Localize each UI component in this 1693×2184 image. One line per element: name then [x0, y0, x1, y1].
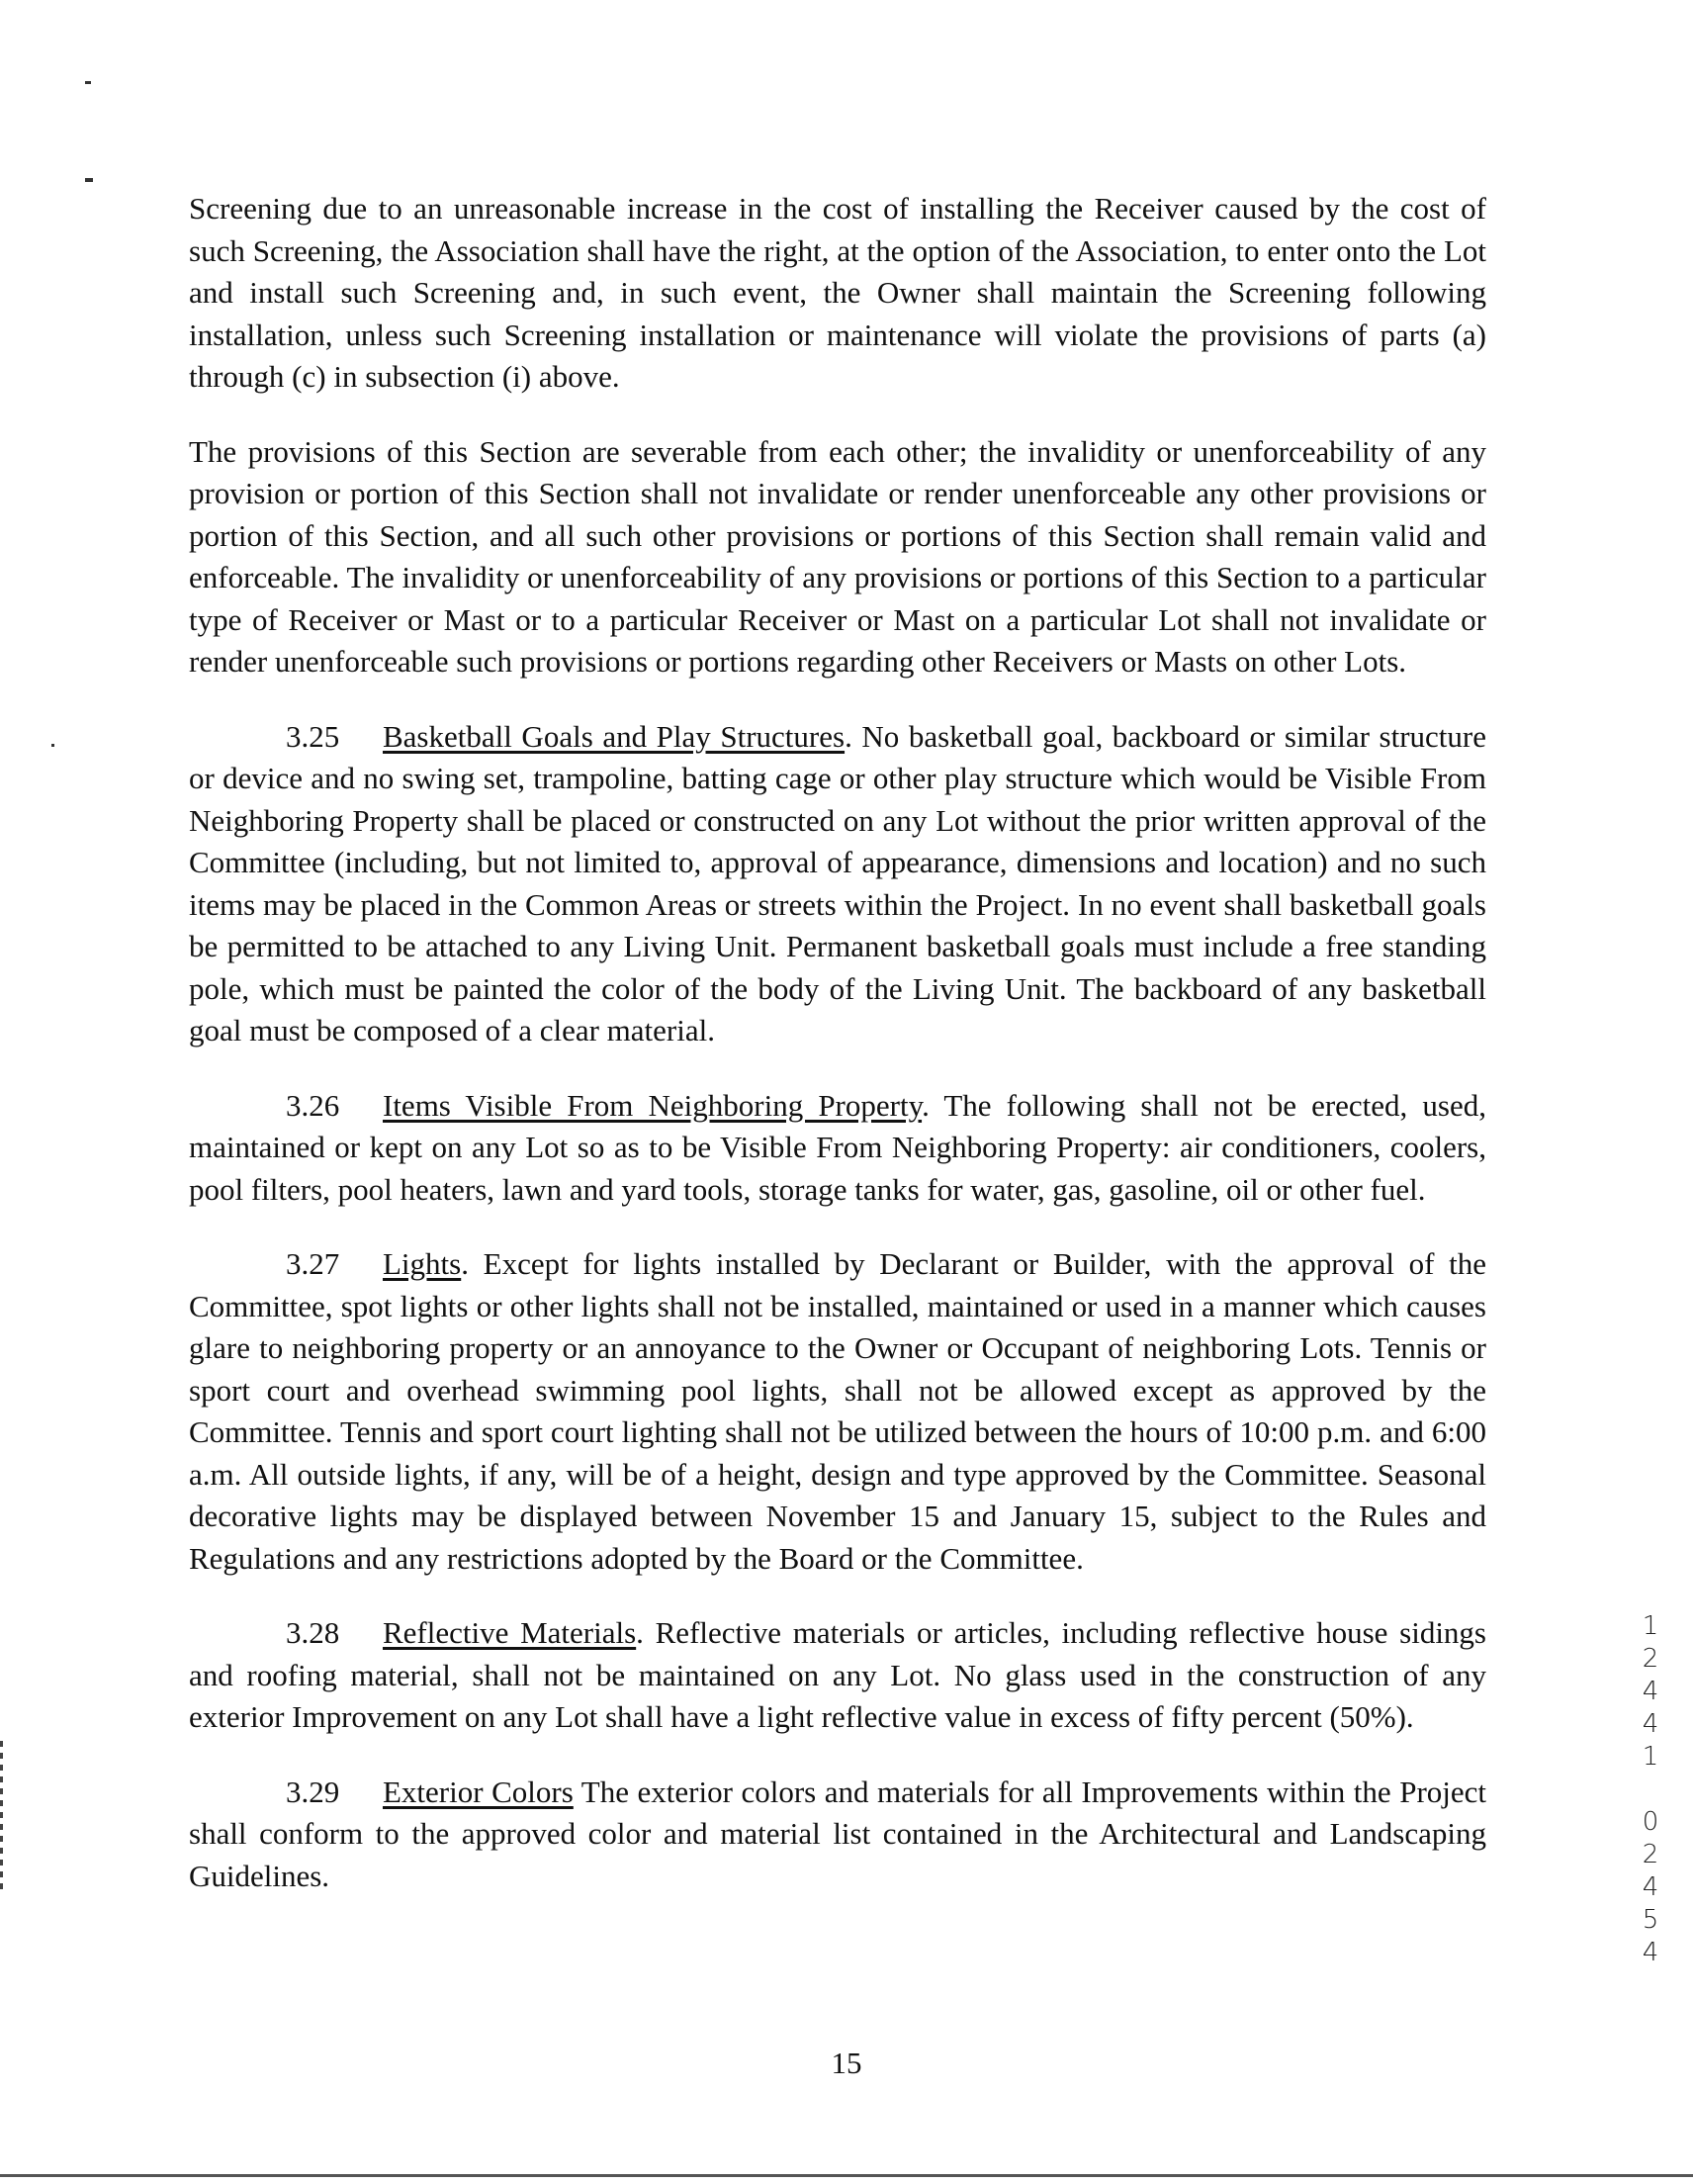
scan-mark-top [85, 81, 91, 84]
scan-mark-middle [51, 744, 54, 747]
section-body: . Except for lights installed by Declarant or Builder, with the approval of the Committee, spot lights or other lights shall not be installed, maintained or used in a manner which causes glare to neighboring property or an annoyance to the Owner or Occupant of neighboring Lots. Tennis or sport court and overhead swimming pool lights, shall not be allowed except as approved by the Committee. Tennis and sport court lighting shall not be utilized between the hours of 10:00 p.m. and 6:00 a.m. All outside lights, if any, will be of a height, design and type approved by the Committee. Seasonal decorative lights may be displayed between November 15 and January 15, subject to the Rules and Regulations and any restrictions adopted by the Board or the Committee. [189, 1246, 1486, 1576]
paragraph-screening: Screening due to an unreasonable increase in the cost of installing the Receiver caused by the cost of such Screening, the Association shall have the right, at the option of the Association, to enter onto the Lot and install such Screening and, in such event, the Owner shall maintain the Screening following installation, unless such Screening installation or maintenance will violate the provisions of parts (a) through (c) in subsection (i) above. [189, 191, 1486, 394]
section-3-28 [189, 1612, 1486, 1739]
section-number: 3.28 [286, 1615, 340, 1650]
section-number: 3.25 [286, 718, 340, 754]
section-title: Reflective Materials [383, 1615, 637, 1650]
section-body: . No basketball goal, backboard or similar structure or device and no swing set, trampoline, batting cage or other play structure which would be Visible From Neighboring Property shall be placed or constructed on any Lot without the prior written approval of the Committee (including, but not limited to, approval of appearance, dimensions and location) and no such items may be placed in the Common Areas or streets within the Project. In no event shall basketball goals be permitted to be attached to any Living Unit. Permanent basketball goals must include a free standing pole, which must be painted the color of the body of the Living Unit. The backboard of any basketball goal must be composed of a clear material. [189, 718, 1487, 1047]
section-number: 3.26 [286, 1087, 340, 1123]
section-body: . The following shall not be erected, used, maintained or kept on any Lot so as to be Visible From Neighboring Property: air conditioners, coolers, pool filters, pool heaters, lawn and yard tools, storage tanks for water, gas, gasoline, oil or other fuel. [189, 1087, 1486, 1207]
document-body [189, 188, 1486, 1930]
section-title: Exterior Colors [383, 1774, 574, 1809]
stamp-digit: 4 [1642, 1872, 1659, 1902]
section-3-26 [189, 1085, 1486, 1212]
page-number: 15 [831, 2046, 862, 2080]
stamp-digit: 5 [1642, 1905, 1659, 1935]
paragraph-severability: The provisions of this Section are severable from each other; the invalidity or unenforceability of any provision or portion of this Section shall not invalidate or render unenforceable any other provisions or portion of this Section, and all such other provisions or portions of this Section shall remain valid and enforceable. The invalidity or unenforceability of any provisions or portions of this Section to a particular type of Receiver or Mast or to a particular Receiver or Mast on a particular Lot shall not invalidate or render unenforceable such provisions or portions regarding other Receivers or Masts on other Lots. [189, 433, 1486, 679]
stamp-gap [1639, 1774, 1662, 1806]
section-3-27 [189, 1243, 1486, 1580]
section-number: 3.29 [286, 1774, 340, 1809]
stamp-digit: 1 [1642, 1742, 1659, 1772]
stamp-digit: 1 [1642, 1611, 1659, 1641]
scan-bottom-edge [0, 2174, 1693, 2177]
section-title: Items Visible From Neighboring Property [383, 1087, 923, 1123]
stamp-digit: 2 [1642, 1644, 1659, 1674]
stamp-digit: 4 [1642, 1709, 1659, 1739]
scan-left-edge [0, 1741, 3, 1889]
section-3-29 [189, 1772, 1486, 1898]
section-number: 3.27 [286, 1246, 340, 1281]
section-body: The exterior colors and materials for all Improvements within the Project shall conform to the approved color and material list contained in the Architectural and Landscaping Guidelines. [189, 1774, 1487, 1893]
stamp-digit: 4 [1642, 1938, 1659, 1967]
stamp-digit: 4 [1642, 1677, 1659, 1706]
section-3-25 [189, 716, 1486, 1052]
stamp-digit: 0 [1642, 1807, 1659, 1837]
section-body: . Reflective materials or articles, including reflective house sidings and roofing material, shall not be maintained on any Lot. No glass used in the construction of any exterior Improvement on any Lot shall have a light reflective value in excess of fifty percent (50%). [189, 1615, 1486, 1734]
section-title: Lights [383, 1246, 462, 1281]
section-title: Basketball Goals and Play Structures [383, 718, 846, 754]
stamp-digit: 2 [1642, 1840, 1659, 1869]
scan-mark-second [85, 178, 93, 182]
recording-stamp [1639, 1610, 1662, 1969]
